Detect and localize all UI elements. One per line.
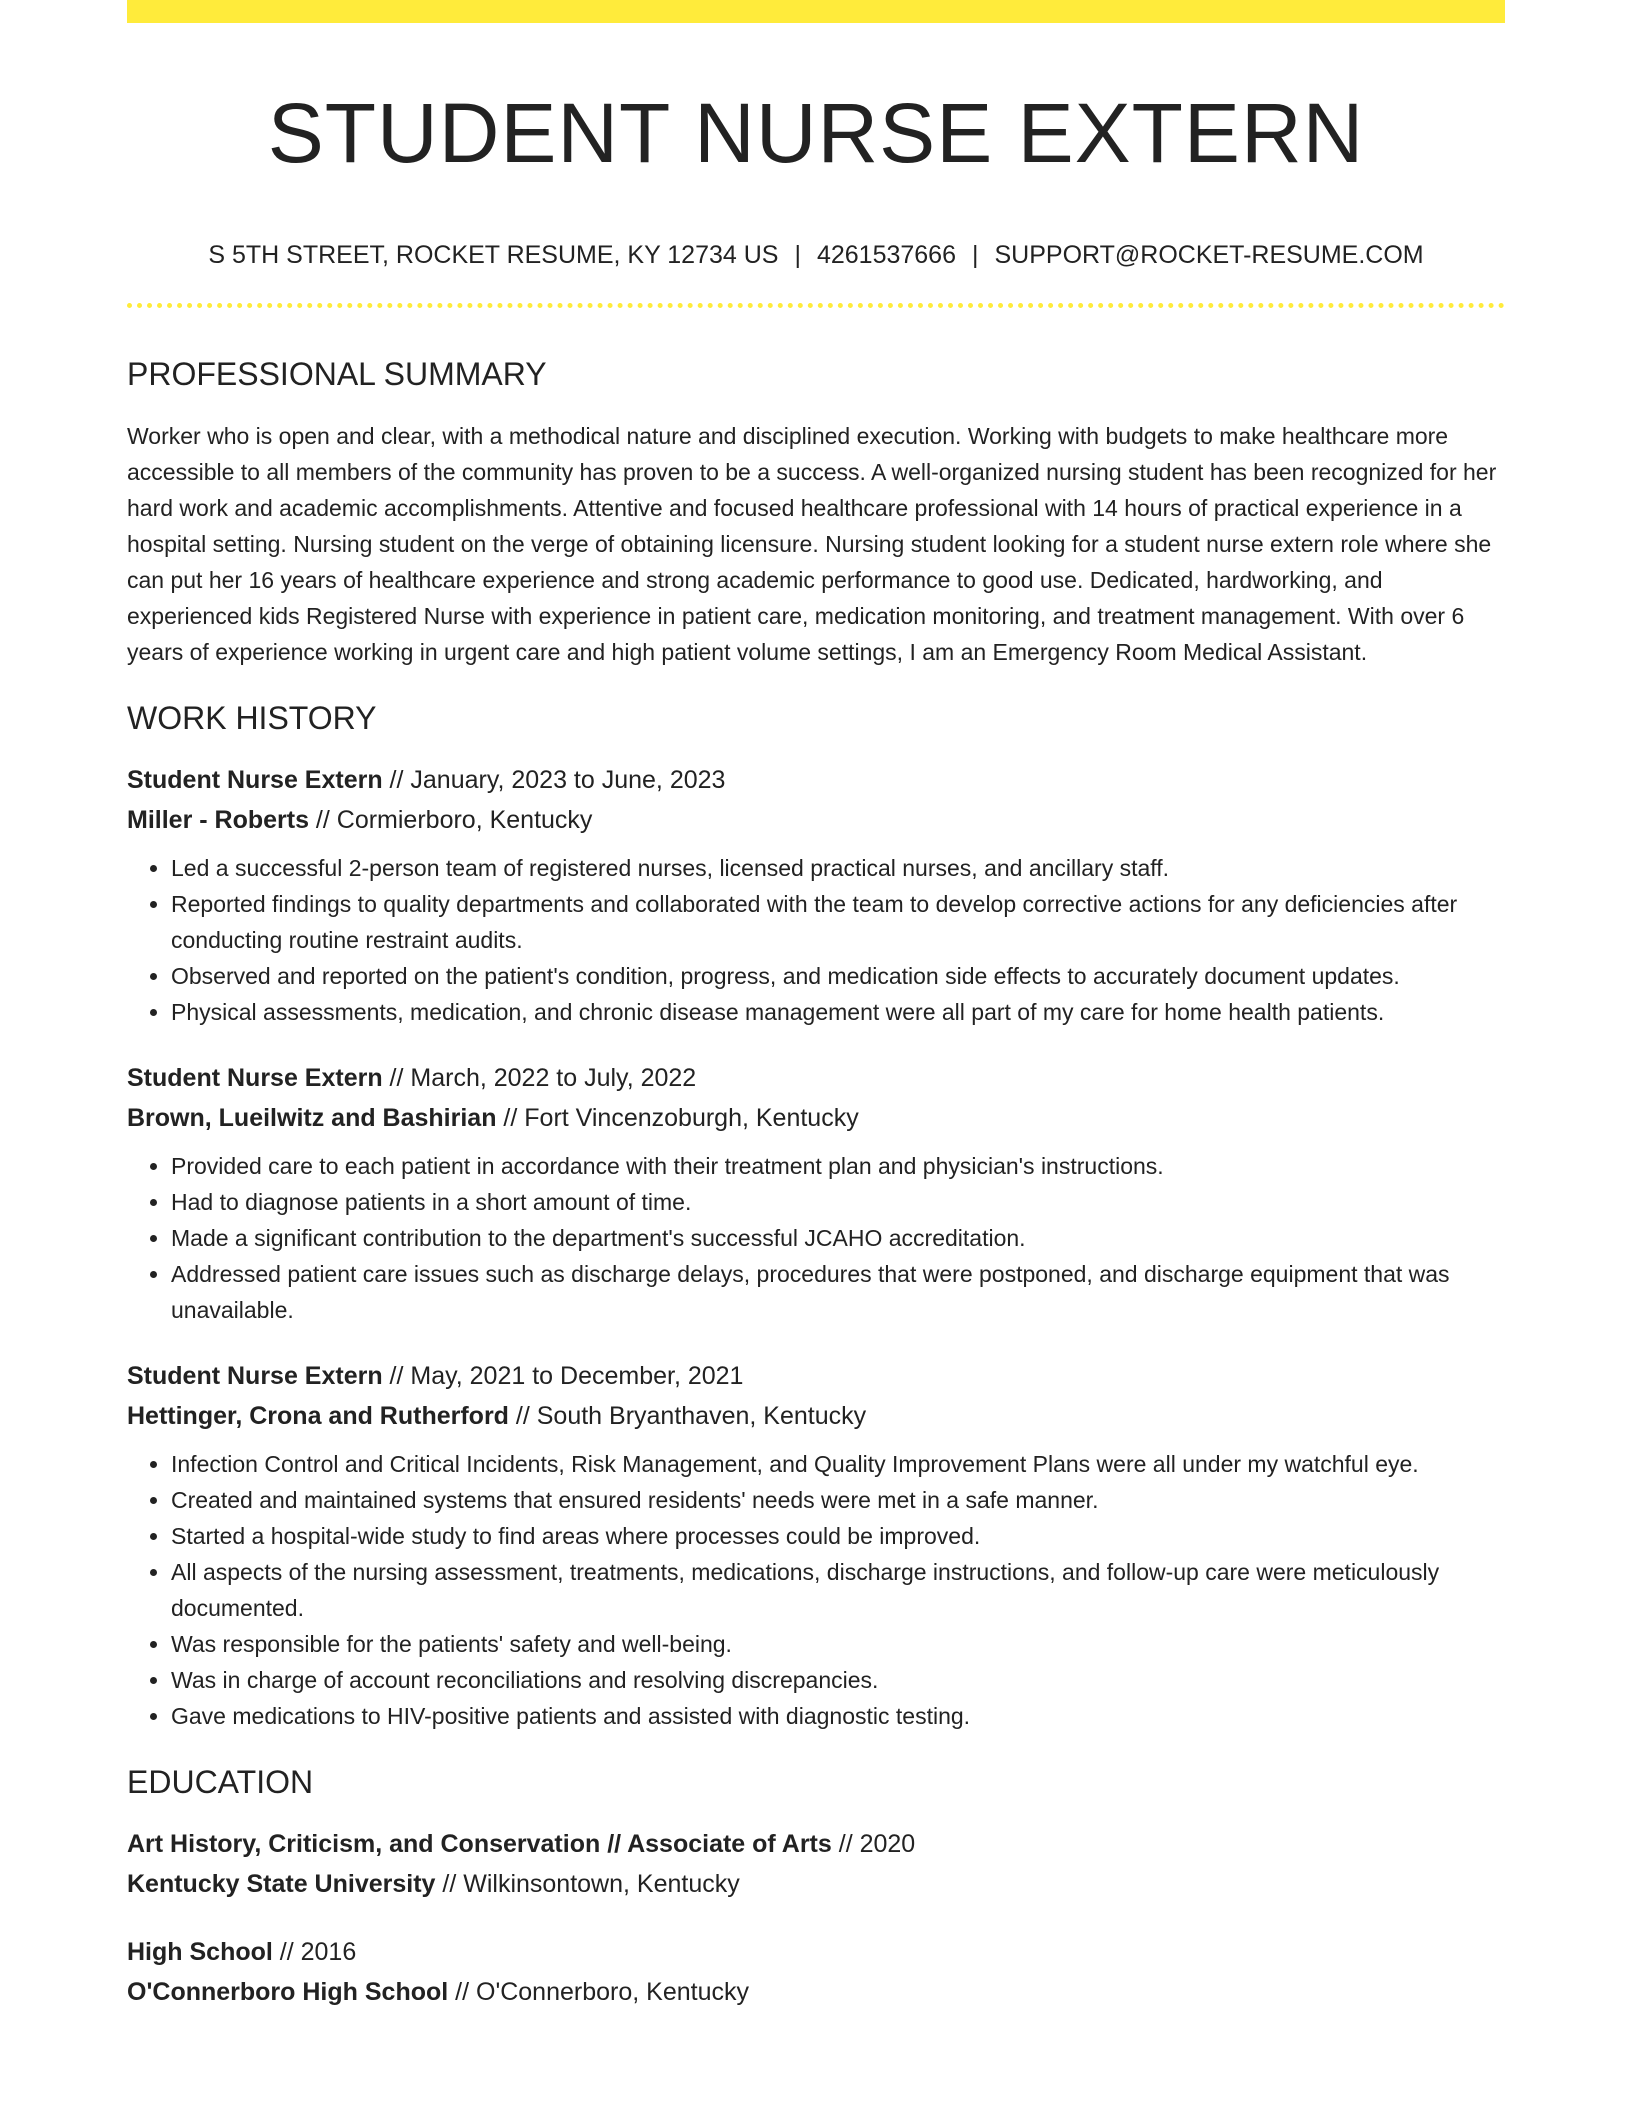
job-dates: // March, 2022 to July, 2022 [382, 1064, 697, 1092]
job-title-line [127, 1356, 1505, 1396]
job-bullet: • Created and maintained systems that ensured residents' needs were met in a safe manner. [171, 1482, 1505, 1518]
job-entry [127, 760, 1505, 1030]
education-school: Kentucky State University [127, 1870, 436, 1898]
job-dates: // January, 2023 to June, 2023 [382, 766, 726, 794]
job-bullet: • Addressed patient care issues such as discharge delays, procedures that were postponed, and discharge equipment that was unavailable. [171, 1256, 1505, 1328]
job-bullet: • Was in charge of account reconciliations and resolving discrepancies. [171, 1662, 1505, 1698]
contact-email: SUPPORT@ROCKET-RESUME.COM [994, 241, 1424, 269]
education-school-line [127, 1864, 1505, 1904]
job-bullet: • Made a significant contribution to the department's successful JCAHO accreditation. [171, 1220, 1505, 1256]
dotted-divider [127, 303, 1505, 308]
contact-line [127, 239, 1505, 271]
education-location: // O'Connerboro, Kentucky [448, 1978, 749, 2006]
job-title: Student Nurse Extern [127, 1064, 383, 1092]
summary-heading: PROFESSIONAL SUMMARY [127, 356, 547, 392]
job-bullets [127, 1446, 1505, 1734]
education-degree-line [127, 1932, 1505, 1972]
education-degree: High School [127, 1938, 273, 1966]
education-entry [127, 1824, 1505, 1904]
education-heading: EDUCATION [127, 1764, 314, 1800]
job-bullets [127, 1148, 1505, 1328]
job-company: Miller - Roberts [127, 806, 309, 834]
job-location: // Cormierboro, Kentucky [308, 806, 593, 834]
education-degree-line [127, 1824, 1505, 1864]
job-bullet: • Had to diagnose patients in a short amount of time. [171, 1184, 1505, 1220]
education-entry [127, 1932, 1505, 2012]
job-bullet: • Was responsible for the patients' safety and well-being. [171, 1626, 1505, 1662]
resume-content [127, 23, 1505, 2012]
job-company-line [127, 1098, 1505, 1138]
job-title: Student Nurse Extern [127, 766, 383, 794]
job-company: Hettinger, Crona and Rutherford [127, 1402, 509, 1430]
job-location: // South Bryanthaven, Kentucky [508, 1402, 867, 1430]
summary-text: Worker who is open and clear, with a methodical nature and disciplined execution. Working with budgets to make healthcare more accessible to all members of the community has proven to be a success. A well-organized nursing student has been recognized for her hard work and academic accomplishments. Attentive and focused healthcare professional with 14 hours of practical experience in a hospital setting. Nursing student on the verge of obtaining licensure. Nursing student looking for a student nurse extern role where she can put her 16 years of healthcare experience and strong academic performance to good use. Dedicated, hardworking, and experienced kids Registered Nurse with experience in patient care, medication monitoring, and treatment management. With over 6 years of experience working in urgent care and high patient volume settings, I am an Emergency Room Medical Assistant. [127, 423, 1497, 665]
candidate-name: STUDENT NURSE EXTERN [267, 86, 1365, 180]
job-bullet: • Led a successful 2-person team of registered nurses, licensed practical nurses, and ancillary staff. [171, 850, 1505, 886]
job-dates: // May, 2021 to December, 2021 [382, 1362, 744, 1390]
education-school: O'Connerboro High School [127, 1978, 449, 2006]
work-history-heading: WORK HISTORY [127, 700, 377, 736]
job-company-line [127, 800, 1505, 840]
job-title: Student Nurse Extern [127, 1362, 383, 1390]
contact-address: S 5TH STREET, ROCKET RESUME, KY 12734 US [208, 241, 779, 269]
education-school-line [127, 1972, 1505, 2012]
job-bullet: • Physical assessments, medication, and chronic disease management were all part of my care for home health patients. [171, 994, 1505, 1030]
contact-separator: | [794, 241, 801, 269]
education-degree: Art History, Criticism, and Conservation // Associate of Arts [127, 1830, 832, 1858]
job-title-line [127, 1058, 1505, 1098]
job-entry [127, 1356, 1505, 1734]
contact-phone: 4261537666 [816, 241, 956, 269]
job-entry [127, 1058, 1505, 1328]
accent-top-bar [127, 0, 1505, 23]
job-bullet: • Started a hospital-wide study to find areas where processes could be improved. [171, 1518, 1505, 1554]
education-year: // 2020 [831, 1830, 916, 1858]
job-title-line [127, 760, 1505, 800]
job-company: Brown, Lueilwitz and Bashirian [127, 1104, 497, 1132]
job-bullet: • Observed and reported on the patient's condition, progress, and medication side effects to accurately document updates. [171, 958, 1505, 994]
job-bullet: • Provided care to each patient in accordance with their treatment plan and physician's instructions. [171, 1148, 1505, 1184]
education-year: // 2016 [272, 1938, 357, 1966]
job-location: // Fort Vincenzoburgh, Kentucky [496, 1104, 859, 1132]
contact-separator: | [972, 241, 979, 269]
job-bullets [127, 850, 1505, 1030]
job-bullet: • Infection Control and Critical Incidents, Risk Management, and Quality Improvement Plans were all under my watchful eye. [171, 1446, 1505, 1482]
job-company-line [127, 1396, 1505, 1436]
job-bullet: • Gave medications to HIV-positive patients and assisted with diagnostic testing. [171, 1698, 1505, 1734]
job-bullet: • Reported findings to quality departments and collaborated with the team to develop corrective actions for any deficiencies after conducting routine restraint audits. [171, 886, 1505, 958]
education-location: // Wilkinsontown, Kentucky [435, 1870, 740, 1898]
job-bullet: • All aspects of the nursing assessment, treatments, medications, discharge instructions, and follow-up care were meticulously documented. [171, 1554, 1505, 1626]
